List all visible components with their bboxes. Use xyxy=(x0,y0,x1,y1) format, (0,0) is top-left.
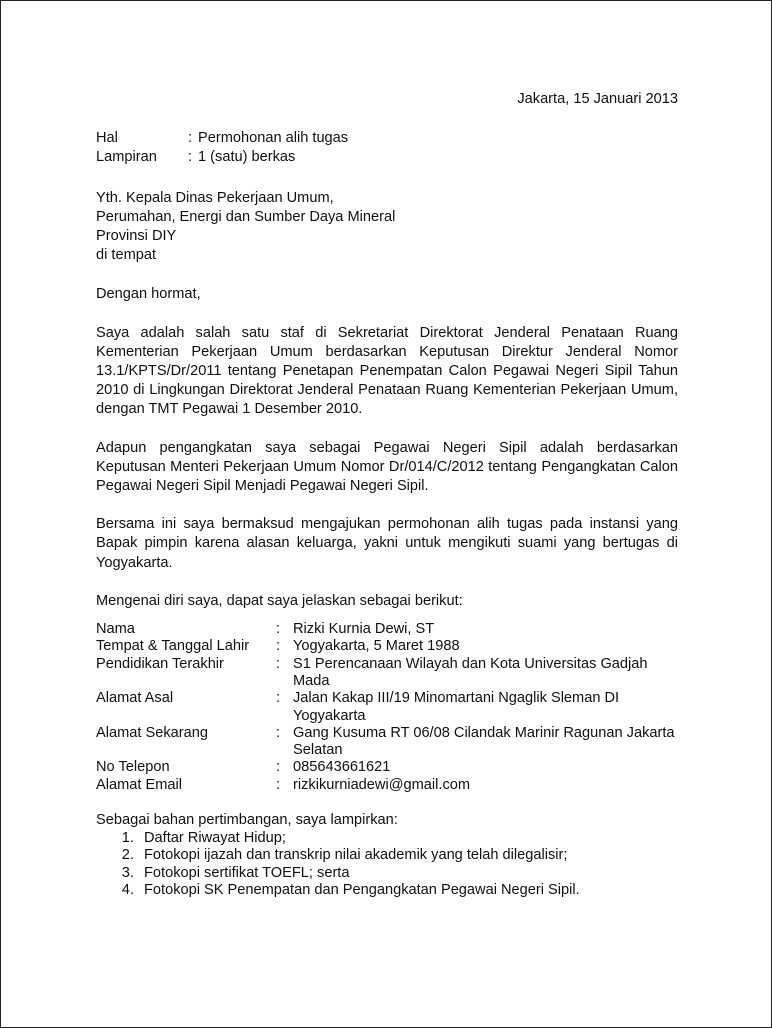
identity-value: Yogyakarta, 5 Maret 1988 xyxy=(293,638,460,655)
identity-row-birth xyxy=(96,638,678,655)
identity-value: rizkikurniadewi@gmail.com xyxy=(293,776,471,793)
identity-value: 085643661621 xyxy=(293,759,391,776)
paragraph-request: Bersama ini saya bermaksud mengajukan permohonan alih tugas pada instansi yang Bapak pimpin karena alasan keluarga, yakni untuk mengikuti suami yang bertugas di Yogyakarta. xyxy=(96,516,678,571)
attachments-title: Sebagai bahan pertimbangan, saya lampirkan: xyxy=(96,812,398,829)
recipient-line: di tempat xyxy=(96,247,157,264)
paragraph-employment: Saya adalah salah satu staf di Sekretariat Direktorat Jenderal Penataan Ruang Kementerian Pekerjaan Umum berdasarkan Keputusan Direktur Jenderal Nomor 13.1/KPTS/Dr/2011 tentang Penetapan Penempatan Calon Pegawai Negeri Sipil Tahun 2010 di Lingkungan Direktorat Jenderal Penataan Ruang Kementerian Pekerjaan Umum, dengan TMT Pegawai 1 Desember 2010. xyxy=(96,324,678,418)
identity-key: Alamat Email xyxy=(96,776,182,793)
identity-value: Gang Kusuma RT 06/08 Cilandak Marinir Ragunan Jakarta Selatan xyxy=(293,724,675,759)
meta-value: 1 (satu) berkas xyxy=(198,149,296,166)
attachments-list xyxy=(96,830,678,900)
identity-separator: : xyxy=(276,776,281,793)
identity-table xyxy=(96,621,678,794)
identity-key: Alamat Sekarang xyxy=(96,724,208,741)
meta-separator: : xyxy=(188,149,193,166)
letter-meta xyxy=(96,129,678,167)
identity-row-education xyxy=(96,656,678,691)
meta-row-subject xyxy=(96,129,678,148)
identity-value: S1 Perencanaan Wilayah dan Kota Universitas Gadjah Mada xyxy=(293,655,648,689)
identity-key: Pendidikan Terakhir xyxy=(96,655,224,672)
identity-intro: Mengenai diri saya, dapat saya jelaskan sebagai berikut: xyxy=(96,592,463,609)
attachment-item: 2. Fotokopi ijazah dan transkrip nilai akademik yang telah dilegalisir; xyxy=(138,847,678,865)
identity-separator: : xyxy=(276,690,281,707)
identity-row-origin-address xyxy=(96,690,678,725)
identity-key: Alamat Asal xyxy=(96,690,174,707)
meta-key: Lampiran xyxy=(96,149,157,166)
attachment-item: 1. Daftar Riwayat Hidup; xyxy=(138,830,678,848)
meta-key: Hal xyxy=(96,130,118,147)
identity-key: No Telepon xyxy=(96,759,170,776)
recipient-line: Perumahan, Energi dan Sumber Daya Mineral xyxy=(96,208,396,225)
letter-body xyxy=(96,90,678,900)
identity-key: Tempat & Tanggal Lahir xyxy=(96,638,250,655)
identity-row-current-address xyxy=(96,725,678,760)
identity-row-phone xyxy=(96,759,678,776)
identity-key: Nama xyxy=(96,621,135,638)
recipient-line: Yth. Kepala Dinas Pekerjaan Umum, xyxy=(96,189,334,206)
identity-separator: : xyxy=(276,759,281,776)
letter-date: Jakarta, 15 Januari 2013 xyxy=(517,91,678,107)
identity-row-name xyxy=(96,621,678,638)
identity-separator: : xyxy=(276,638,281,655)
recipient-line: Provinsi DIY xyxy=(96,228,177,245)
identity-value: Jalan Kakap III/19 Minomartani Ngaglik Sleman DI Yogyakarta xyxy=(293,690,620,724)
identity-separator: : xyxy=(276,655,281,672)
paragraph-appointment: Adapun pengangkatan saya sebagai Pegawai Negeri Sipil adalah berdasarkan Keputusan Menteri Pekerjaan Umum Nomor Dr/014/C/2012 tentang Pengangkatan Calon Pegawai Negeri Sipil Menjadi Pegawai Negeri Sipil. xyxy=(96,439,678,495)
attachment-item: 3. Fotokopi sertifikat TOEFL; serta xyxy=(138,865,678,883)
attachment-item: 4. Fotokopi SK Penempatan dan Pengangkatan Pegawai Negeri Sipil. xyxy=(138,882,678,900)
identity-row-email xyxy=(96,777,678,794)
meta-row-attachment xyxy=(96,148,678,167)
meta-separator: : xyxy=(188,130,193,147)
identity-value: Rizki Kurnia Dewi, ST xyxy=(293,621,435,638)
identity-separator: : xyxy=(276,621,281,638)
salutation: Dengan hormat, xyxy=(96,286,201,303)
identity-separator: : xyxy=(276,724,281,741)
meta-value: Permohonan alih tugas xyxy=(198,130,349,147)
recipient-address xyxy=(96,189,678,266)
